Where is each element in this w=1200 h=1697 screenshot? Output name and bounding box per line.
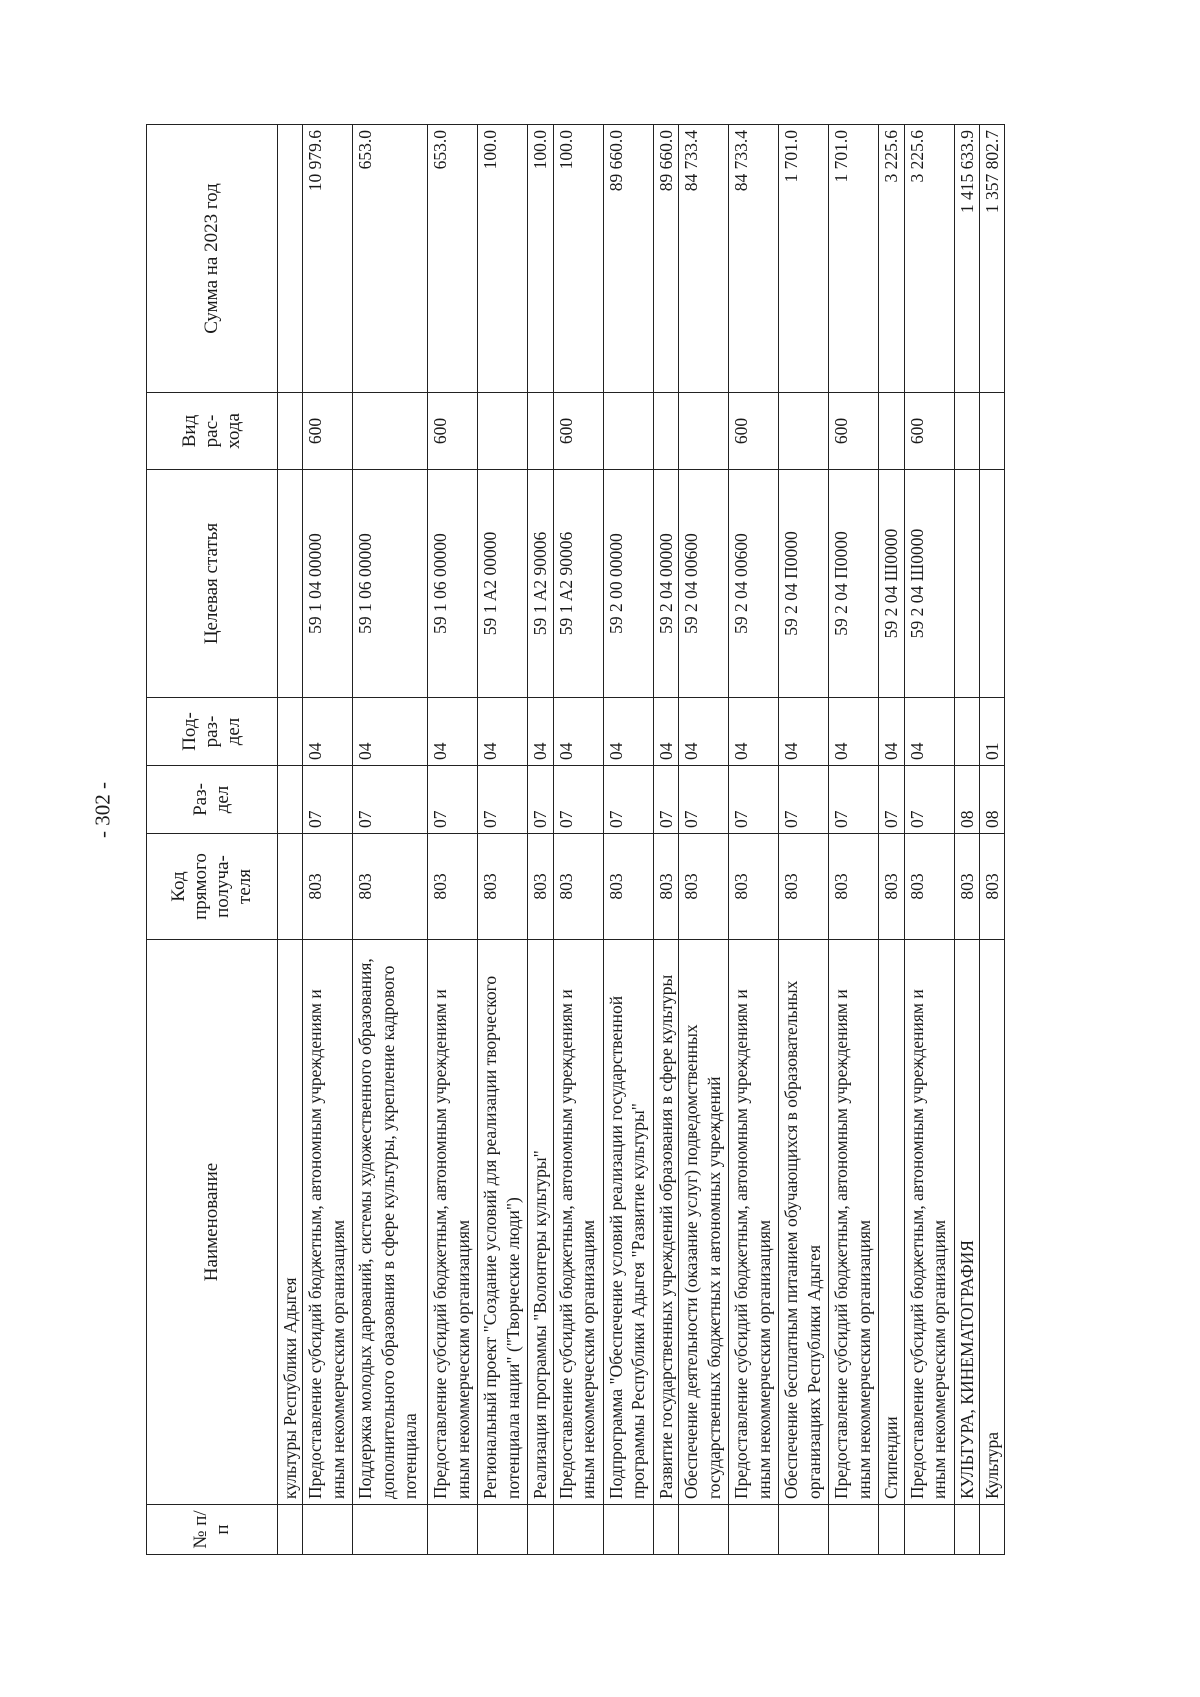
cell-target: 59 2 04 Ш0000: [904, 470, 954, 698]
cell-sum: 3 225.6: [879, 125, 904, 393]
cell-name: Обеспечение деятельности (оказание услуг) подведомственных государственных бюджетных и автономных учреждений: [679, 940, 729, 1505]
cell-num: [528, 1505, 553, 1555]
cell-section: 07: [729, 766, 779, 834]
cell-num: [603, 1505, 653, 1555]
cell-sum: 84 733.4: [729, 125, 779, 393]
cell-num: [729, 1505, 779, 1555]
cell-subsection: 04: [478, 698, 528, 766]
cell-type: [879, 393, 904, 470]
cell-section: 07: [829, 766, 879, 834]
cell-num: [829, 1505, 879, 1555]
cell-code: 803: [428, 834, 478, 940]
cell-section: 07: [528, 766, 553, 834]
cell-subsection: [954, 698, 979, 766]
cell-type: [679, 393, 729, 470]
cell-num: [653, 1505, 678, 1555]
cell-sum: 84 733.4: [679, 125, 729, 393]
header-code: Код прямого получа-теля: [147, 834, 278, 940]
cell-subsection: 04: [904, 698, 954, 766]
cell-sum: 1 357 802.7: [979, 125, 1004, 393]
cell-section: 07: [679, 766, 729, 834]
cell-section: 07: [879, 766, 904, 834]
header-sum: Сумма на 2023 год: [147, 125, 278, 393]
cell-name: Подпрограмма "Обеспечение условий реализации государственной программы Республики Адыгея "Развитие культуры": [603, 940, 653, 1505]
cell-name: Обеспечение бесплатным питанием обучающихся в образовательных организациях Республики Адыгея: [779, 940, 829, 1505]
cell-num: [303, 1505, 353, 1555]
cell-target: 59 2 04 00000: [653, 470, 678, 698]
cell-num: [353, 1505, 428, 1555]
cell-section: 07: [553, 766, 603, 834]
cell-code: 803: [954, 834, 979, 940]
cell-name: Развитие государственных учреждений образования в сфере культуры: [653, 940, 678, 1505]
cell-target: 59 2 00 00000: [603, 470, 653, 698]
cell-num: [954, 1505, 979, 1555]
cell-section: 07: [603, 766, 653, 834]
cell-name: Культура: [979, 940, 1004, 1505]
table-header-row: [147, 125, 278, 1555]
cell-name: КУЛЬТУРА, КИНЕМАТОГРАФИЯ: [954, 940, 979, 1505]
table-row: [653, 125, 678, 1555]
cell-name: Предоставление субсидий бюджетным, автономным учреждениям и иным некоммерческим организациям: [553, 940, 603, 1505]
header-target: Целевая статья: [147, 470, 278, 698]
cell-sum: 100.0: [528, 125, 553, 393]
cell-name: Стипендии: [879, 940, 904, 1505]
cell-code: 803: [679, 834, 729, 940]
table-row: [879, 125, 904, 1555]
cell-code: [278, 834, 303, 940]
cell-num: [278, 1505, 303, 1555]
table-row: [729, 125, 779, 1555]
cell-target: 59 1 A2 00000: [478, 470, 528, 698]
cell-type: 600: [729, 393, 779, 470]
cell-target: 59 2 04 П0000: [829, 470, 879, 698]
cell-code: 803: [553, 834, 603, 940]
cell-type: [478, 393, 528, 470]
header-num: № п/п: [147, 1505, 278, 1555]
table-row: [954, 125, 979, 1555]
cell-subsection: 04: [553, 698, 603, 766]
cell-subsection: 01: [979, 698, 1004, 766]
cell-type: 600: [553, 393, 603, 470]
cell-section: 07: [653, 766, 678, 834]
cell-name: Поддержка молодых дарований, системы художественного образования, дополнительного образования в сфере культуры, укрепление кадрового потенциала: [353, 940, 428, 1505]
cell-num: [779, 1505, 829, 1555]
cell-sum: 3 225.6: [904, 125, 954, 393]
header-subsection: Под-раз-дел: [147, 698, 278, 766]
header-type: Вид рас-хода: [147, 393, 278, 470]
cell-sum: 653.0: [428, 125, 478, 393]
budget-table: [146, 124, 1005, 1555]
cell-type: 600: [829, 393, 879, 470]
cell-subsection: 04: [528, 698, 553, 766]
cell-subsection: 04: [779, 698, 829, 766]
cell-code: 803: [353, 834, 428, 940]
cell-name: культуры Республики Адыгея: [278, 940, 303, 1505]
cell-sum: 89 660.0: [603, 125, 653, 393]
cell-name: Предоставление субсидий бюджетным, автономным учреждениям и иным некоммерческим организациям: [428, 940, 478, 1505]
table-row: [528, 125, 553, 1555]
cell-type: [353, 393, 428, 470]
cell-num: [428, 1505, 478, 1555]
cell-subsection: 04: [679, 698, 729, 766]
cell-subsection: 04: [729, 698, 779, 766]
cell-type: 600: [303, 393, 353, 470]
cell-target: [979, 470, 1004, 698]
cell-code: 803: [979, 834, 1004, 940]
cell-target: 59 2 04 00600: [679, 470, 729, 698]
cell-num: [478, 1505, 528, 1555]
rotated-table-container: [146, 125, 1056, 1555]
table-row: [603, 125, 653, 1555]
table-row: [478, 125, 528, 1555]
cell-section: 07: [303, 766, 353, 834]
cell-sum: 10 979.6: [303, 125, 353, 393]
cell-sum: 100.0: [478, 125, 528, 393]
cell-sum: 100.0: [553, 125, 603, 393]
cell-code: 803: [653, 834, 678, 940]
cell-code: 803: [603, 834, 653, 940]
page-number: - 302 -: [90, 782, 115, 838]
cell-type: [779, 393, 829, 470]
cell-num: [979, 1505, 1004, 1555]
cell-section: 07: [904, 766, 954, 834]
cell-name: Реализация программы "Волонтеры культуры": [528, 940, 553, 1505]
cell-target: 59 1 A2 90006: [553, 470, 603, 698]
table-row: [979, 125, 1004, 1555]
cell-target: [954, 470, 979, 698]
cell-sum: 89 660.0: [653, 125, 678, 393]
cell-sum: 653.0: [353, 125, 428, 393]
cell-section: 08: [954, 766, 979, 834]
cell-code: 803: [303, 834, 353, 940]
cell-code: 803: [478, 834, 528, 940]
cell-subsection: [278, 698, 303, 766]
cell-name: Региональный проект "Создание условий для реализации творческого потенциала нации" ("Творческие люди"): [478, 940, 528, 1505]
cell-type: [603, 393, 653, 470]
cell-code: 803: [879, 834, 904, 940]
header-section: Раз-дел: [147, 766, 278, 834]
cell-subsection: 04: [879, 698, 904, 766]
cell-sum: 1 415 633.9: [954, 125, 979, 393]
cell-name: Предоставление субсидий бюджетным, автономным учреждениям и иным некоммерческим организациям: [904, 940, 954, 1505]
cell-code: 803: [829, 834, 879, 940]
cell-target: 59 1 A2 90006: [528, 470, 553, 698]
cell-num: [679, 1505, 729, 1555]
cell-subsection: 04: [603, 698, 653, 766]
cell-code: 803: [729, 834, 779, 940]
cell-target: 59 2 04 Ш0000: [879, 470, 904, 698]
cell-type: [528, 393, 553, 470]
cell-code: 803: [904, 834, 954, 940]
cell-type: [278, 393, 303, 470]
table-row: [904, 125, 954, 1555]
cell-num: [553, 1505, 603, 1555]
cell-name: Предоставление субсидий бюджетным, автономным учреждениям и иным некоммерческим организациям: [303, 940, 353, 1505]
cell-sum: 1 701.0: [779, 125, 829, 393]
cell-type: [979, 393, 1004, 470]
cell-subsection: 04: [653, 698, 678, 766]
cell-type: 600: [904, 393, 954, 470]
table-row: [679, 125, 729, 1555]
cell-subsection: 04: [353, 698, 428, 766]
header-name: Наименование: [147, 940, 278, 1505]
cell-num: [879, 1505, 904, 1555]
cell-section: [278, 766, 303, 834]
table-row: [353, 125, 428, 1555]
cell-target: 59 2 04 00600: [729, 470, 779, 698]
cell-section: 07: [428, 766, 478, 834]
cell-sum: [278, 125, 303, 393]
cell-target: [278, 470, 303, 698]
cell-subsection: 04: [428, 698, 478, 766]
table-row: [553, 125, 603, 1555]
cell-type: [653, 393, 678, 470]
cell-name: Предоставление субсидий бюджетным, автономным учреждениям и иным некоммерческим организациям: [729, 940, 779, 1505]
table-row: [303, 125, 353, 1555]
cell-subsection: 04: [829, 698, 879, 766]
cell-code: 803: [528, 834, 553, 940]
cell-sum: 1 701.0: [829, 125, 879, 393]
cell-type: [954, 393, 979, 470]
cell-target: 59 1 06 00000: [353, 470, 428, 698]
cell-section: 07: [779, 766, 829, 834]
cell-num: [904, 1505, 954, 1555]
cell-target: 59 1 06 00000: [428, 470, 478, 698]
cell-section: 08: [979, 766, 1004, 834]
cell-subsection: 04: [303, 698, 353, 766]
cell-name: Предоставление субсидий бюджетным, автономным учреждениям и иным некоммерческим организациям: [829, 940, 879, 1505]
table-row: [779, 125, 829, 1555]
cell-code: 803: [779, 834, 829, 940]
cell-type: 600: [428, 393, 478, 470]
cell-section: 07: [353, 766, 428, 834]
table-row: [428, 125, 478, 1555]
table-row: [829, 125, 879, 1555]
cell-target: 59 1 04 00000: [303, 470, 353, 698]
cell-target: 59 2 04 П0000: [779, 470, 829, 698]
cell-section: 07: [478, 766, 528, 834]
table-row: [278, 125, 303, 1555]
